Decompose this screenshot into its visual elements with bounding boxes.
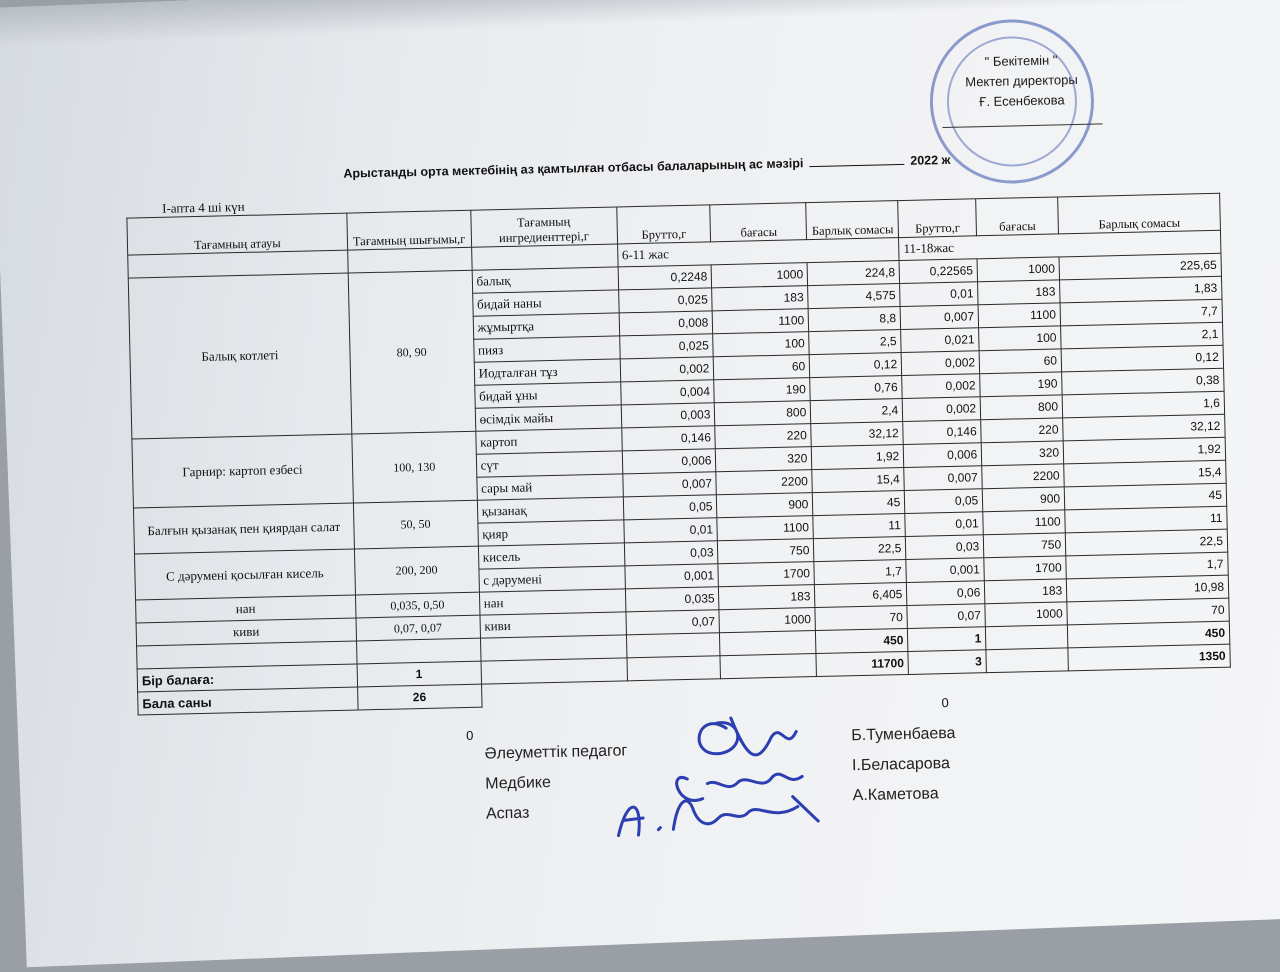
brutto-11-18: 0,22565 <box>899 259 977 284</box>
ingredient-name: сары май <box>476 474 622 500</box>
title-text: Арыстанды орта мектебінің аз қамтылған отбасы балаларының ас мәзірі <box>343 156 804 181</box>
total-11-18: 15,4 <box>1064 460 1226 487</box>
price-11-18: 320 <box>981 441 1063 466</box>
role-nurse: Медбике <box>485 774 552 793</box>
price-6-11: 60 <box>714 355 810 380</box>
price-11-18: 183 <box>985 579 1067 604</box>
total-11-18: 10,98 <box>1066 575 1228 602</box>
ingredient-name: балық <box>472 267 618 293</box>
brutto-11-18: 0,006 <box>903 443 981 468</box>
total-6-11: 2,5 <box>809 330 901 355</box>
brutto-11-18: 0,146 <box>903 420 981 445</box>
per-child-total-1: 11700 <box>816 651 908 676</box>
price-6-11: 183 <box>712 286 808 311</box>
price-6-11: 1000 <box>712 263 808 288</box>
brutto-11-18: 0,001 <box>906 558 984 583</box>
price-6-11: 2200 <box>716 470 812 495</box>
total-11-18: 0,12 <box>1061 345 1223 372</box>
total-6-11: 6,405 <box>815 582 907 607</box>
header-total-2: Барлық сомасы <box>1058 193 1221 234</box>
dish-yield: 200, 200 <box>354 546 479 595</box>
child-count-label: Бала саны <box>138 687 358 715</box>
brutto-11-18: 0,002 <box>901 351 979 376</box>
brutto-11-18: 0,06 <box>907 581 985 606</box>
total-11-18: 225,65 <box>1059 253 1221 280</box>
total-11-18: 22,5 <box>1065 529 1227 556</box>
ingredient-name: жұмыртқа <box>473 313 619 339</box>
brutto-6-11: 0,003 <box>621 403 715 428</box>
price-11-18: 2200 <box>982 464 1064 489</box>
total-11-18: 11 <box>1065 506 1227 533</box>
total-11-18: 1,7 <box>1066 552 1228 579</box>
total-11-18: 7,7 <box>1060 299 1222 326</box>
brutto-11-18: 0,002 <box>902 374 980 399</box>
price-11-18: 220 <box>981 418 1063 443</box>
total-6-11: 4,575 <box>808 284 900 309</box>
zero-value-b: 0 <box>941 695 949 711</box>
zero-value-a: 0 <box>466 727 474 744</box>
price-11-18: 1100 <box>978 303 1060 328</box>
price-6-11: 1100 <box>717 516 813 541</box>
ingredient-name: сүт <box>476 451 622 477</box>
total-11-18: 45 <box>1064 483 1226 510</box>
total-6-11: 11 <box>813 514 905 539</box>
price-6-11: 320 <box>716 447 812 472</box>
brutto-6-11: 0,01 <box>623 518 717 543</box>
approval-line-1: " Бекітемін " <box>984 52 1058 70</box>
price-6-11: 1700 <box>718 562 814 587</box>
brutto-6-11: 0,146 <box>621 426 715 451</box>
age-group-1: 6-11 жас <box>617 238 899 267</box>
brutto-11-18: 0,01 <box>900 282 978 307</box>
brutto-6-11: 0,025 <box>619 334 713 359</box>
price-11-18: 750 <box>984 533 1066 558</box>
week-label: I-апта 4 ші күн <box>161 198 245 216</box>
brutto-6-11: 0,004 <box>620 380 714 405</box>
ingredient-name: қызанақ <box>477 497 623 523</box>
brutto-6-11: 0,2248 <box>618 265 712 290</box>
header-ingredients: Тағамның ингредиенттері,г <box>470 207 617 247</box>
price-6-11: 100 <box>713 332 809 357</box>
header-brutto-2: Брутто,г <box>898 199 977 238</box>
price-6-11: 190 <box>714 378 810 403</box>
ingredient-name: бидай ұны <box>474 382 620 408</box>
approval-line-3: Ғ. Есенбекова <box>979 92 1065 110</box>
brutto-6-11: 0,05 <box>623 495 717 520</box>
dish-name: С дәрумені қосылған кисель <box>135 549 356 600</box>
header-brutto-1: Брутто,г <box>616 205 711 244</box>
age-group-2: 11-18жас <box>899 230 1221 260</box>
price-11-18: 60 <box>979 349 1061 374</box>
total-6-11: 1,7 <box>814 559 906 584</box>
staff-names <box>851 719 957 811</box>
price-11-18: 100 <box>979 326 1061 351</box>
ingredient-name: Иодталған тұз <box>474 359 620 385</box>
ingredient-name: кисель <box>478 543 624 569</box>
price-6-11: 750 <box>718 539 814 564</box>
price-11-18: 1000 <box>977 257 1059 282</box>
total-11-18: 1,92 <box>1063 437 1225 464</box>
dish-name: Балық котлеті <box>128 273 351 439</box>
dish-name: Гарнир: картоп езбесі <box>132 434 353 508</box>
brutto-6-11: 0,007 <box>622 472 716 497</box>
price-11-18: 190 <box>980 372 1062 397</box>
dish-yield: 80, 90 <box>348 270 476 434</box>
total-6-11: 224,8 <box>807 261 899 286</box>
brutto-11-18: 0,05 <box>905 489 983 514</box>
ingredient-name: с дәрумені <box>479 566 625 592</box>
header-price-1: бағасы <box>710 203 807 242</box>
child-count-value: 26 <box>357 684 481 710</box>
brutto-11-18: 0,07 <box>907 604 985 629</box>
total-6-11: 2,4 <box>811 399 903 424</box>
brutto-6-11: 0,025 <box>618 288 712 313</box>
subtotal-2: 1 <box>908 627 986 652</box>
approval-block <box>921 49 1123 129</box>
price-11-18: 1000 <box>985 602 1067 627</box>
brutto-6-11: 0,006 <box>622 449 716 474</box>
approval-line-2: Мектеп директоры <box>965 71 1078 90</box>
total-6-11: 1,92 <box>812 445 904 470</box>
ingredient-name: пияз <box>473 336 619 362</box>
total-6-11: 0,12 <box>809 353 901 378</box>
total-11-18: 70 <box>1067 598 1229 625</box>
price-6-11: 800 <box>715 401 811 426</box>
price-6-11: 1100 <box>713 309 809 334</box>
price-11-18: 1100 <box>983 510 1065 535</box>
brutto-11-18: 0,002 <box>902 397 980 422</box>
total-6-11: 22,5 <box>814 536 906 561</box>
brutto-11-18: 0,01 <box>905 512 983 537</box>
ingredient-name: бидай наны <box>472 290 618 316</box>
per-child-label: Бір балаға: <box>137 664 357 692</box>
ingredient-name: картоп <box>475 428 621 454</box>
total-11-18: 0,38 <box>1062 368 1224 395</box>
brutto-6-11: 0,001 <box>624 564 718 589</box>
name-cook: А.Каметова <box>852 785 939 805</box>
brutto-11-18: 0,021 <box>901 328 979 353</box>
total-6-11: 45 <box>813 491 905 516</box>
header-yield: Тағамның шығымы,г <box>347 210 472 250</box>
date-blank <box>809 164 904 167</box>
brutto-11-18: 0,03 <box>906 535 984 560</box>
header-name: Тағамның атауы <box>127 213 348 255</box>
brutto-6-11: 0,008 <box>619 311 713 336</box>
subtotal-3: 450 <box>1067 621 1229 648</box>
price-11-18: 183 <box>978 280 1060 305</box>
per-child-value: 1 <box>357 661 481 687</box>
brutto-6-11: 0,002 <box>620 357 714 382</box>
dish-name: киви <box>136 618 356 646</box>
title-year: 2022 ж <box>910 152 951 168</box>
dish-yield: 0,035, 0,50 <box>355 592 479 618</box>
menu-table <box>126 193 1231 716</box>
total-11-18: 1,83 <box>1060 276 1222 303</box>
brutto-11-18: 0,007 <box>904 466 982 491</box>
role-cook: Аспаз <box>485 804 530 823</box>
header-price-2: бағасы <box>976 197 1059 236</box>
name-social-pedagogue: Б.Туменбаева <box>851 724 956 745</box>
ingredient-name: қияр <box>478 520 624 546</box>
total-6-11: 8,8 <box>808 307 900 332</box>
price-11-18: 800 <box>980 395 1062 420</box>
total-6-11: 0,76 <box>810 376 902 401</box>
ingredient-name: киви <box>480 612 626 638</box>
total-6-11: 70 <box>815 605 907 630</box>
dish-yield: 0,07, 0,07 <box>356 615 480 641</box>
document-title <box>343 151 1043 181</box>
total-6-11: 32,12 <box>811 422 903 447</box>
subtotal-1: 450 <box>816 628 908 653</box>
brutto-11-18: 0,007 <box>900 305 978 330</box>
ingredient-name: нан <box>479 589 625 615</box>
price-11-18: 900 <box>982 487 1064 512</box>
dish-yield: 50, 50 <box>353 500 478 549</box>
total-11-18: 2,1 <box>1061 322 1223 349</box>
per-child-total-2: 1350 <box>1068 644 1230 671</box>
dish-name: нан <box>136 595 356 623</box>
dish-name: Балғын қызанақ пен қиярдан салат <box>133 503 354 554</box>
total-6-11: 15,4 <box>812 468 904 493</box>
brutto-6-11: 0,035 <box>625 587 719 612</box>
handwritten-signatures <box>595 695 858 851</box>
dish-yield: 100, 130 <box>352 431 477 503</box>
brutto-6-11: 0,03 <box>624 541 718 566</box>
total-11-18: 1,6 <box>1062 391 1224 418</box>
ingredient-name: өсімдік майы <box>475 405 621 431</box>
price-11-18: 1700 <box>984 556 1066 581</box>
header-total-1: Барлық сомасы <box>806 201 899 240</box>
role-social-pedagogue: Әлеуметтік педагог <box>484 742 628 763</box>
name-nurse: І.Беласарова <box>851 755 951 775</box>
brutto-6-11: 0,07 <box>625 610 719 635</box>
price-6-11: 1000 <box>719 608 815 633</box>
per-child-brutto-2: 3 <box>908 650 986 675</box>
price-6-11: 900 <box>717 493 813 518</box>
price-6-11: 220 <box>715 424 811 449</box>
total-11-18: 32,12 <box>1063 414 1225 441</box>
price-6-11: 183 <box>719 585 815 610</box>
